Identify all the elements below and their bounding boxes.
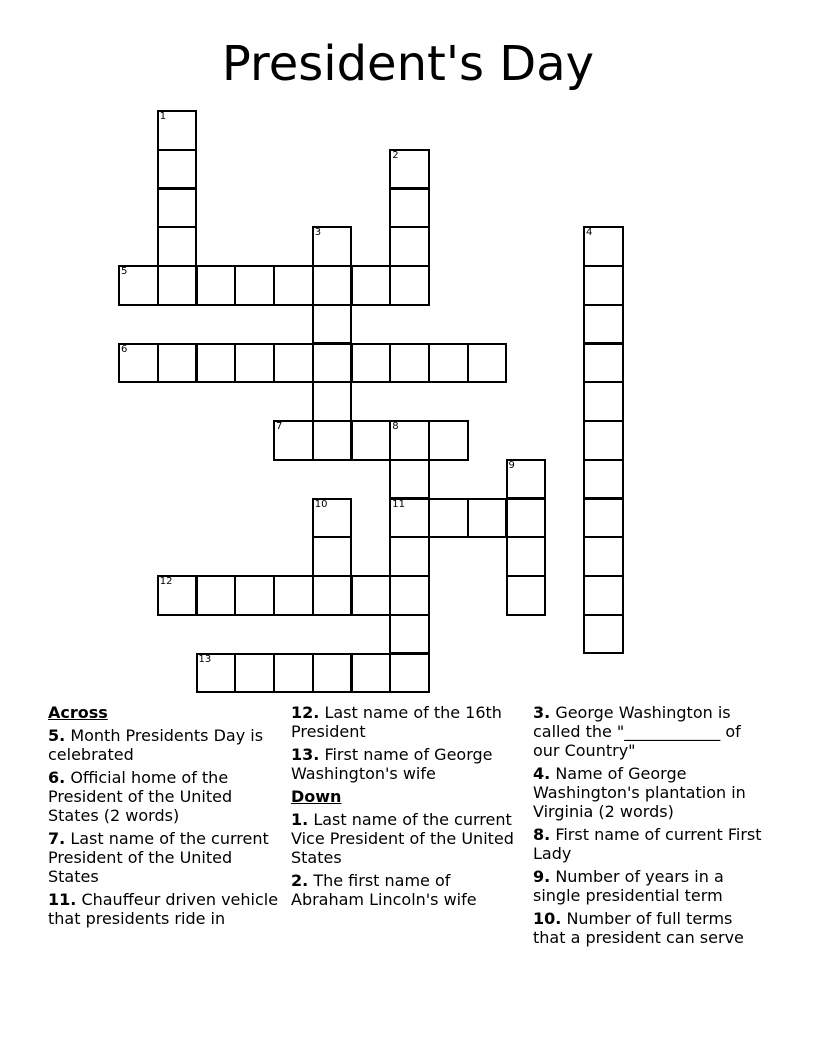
clue-item xyxy=(48,768,284,825)
grid-cell[interactable] xyxy=(506,459,547,500)
grid-cell[interactable] xyxy=(389,343,430,384)
clue-item-text: Name of George Washington's plantation in Virginia (2 words) xyxy=(533,764,746,821)
clue-item xyxy=(48,890,284,928)
clue-number: 5 xyxy=(121,266,128,277)
clue-item-number: 8. xyxy=(533,825,551,844)
grid-cell[interactable] xyxy=(351,653,392,694)
grid-cell[interactable] xyxy=(583,343,624,384)
grid-cell[interactable] xyxy=(312,420,353,461)
grid-cell[interactable] xyxy=(428,343,469,384)
clue-item-number: 1. xyxy=(291,810,309,829)
grid-cell[interactable] xyxy=(389,614,430,655)
grid-cell[interactable] xyxy=(312,653,353,694)
grid-cell[interactable] xyxy=(157,265,198,306)
clue-number: 9 xyxy=(508,459,515,471)
grid-cell[interactable] xyxy=(506,575,547,616)
grid-cell[interactable] xyxy=(428,420,469,461)
grid-cell[interactable] xyxy=(389,149,430,190)
clue-item xyxy=(291,703,527,741)
clue-item-number: 5. xyxy=(48,726,66,745)
grid-cell[interactable] xyxy=(157,110,198,151)
grid-cell[interactable] xyxy=(273,343,314,384)
clues-column-3 xyxy=(533,703,769,951)
grid-cell[interactable] xyxy=(118,265,159,306)
clue-item-number: 10. xyxy=(533,909,562,928)
clue-item xyxy=(291,745,527,783)
clue-item-text: The first name of Abraham Lincoln's wife xyxy=(291,871,477,909)
clue-item-text: First name of George Washington's wife xyxy=(291,745,493,783)
clue-item-text: Last name of the current President of the United States xyxy=(48,829,269,886)
grid-cell[interactable] xyxy=(389,536,430,577)
grid-cell[interactable] xyxy=(196,653,237,694)
clue-item-text: George Washington is called the "____________ of our Country" xyxy=(533,703,741,760)
grid-cell[interactable] xyxy=(583,498,624,539)
clues-column-2 xyxy=(291,703,527,913)
clue-number: 6 xyxy=(121,343,128,355)
grid-cell[interactable] xyxy=(389,459,430,500)
clue-item-text: Month Presidents Day is celebrated xyxy=(48,726,264,764)
clue-number: 13 xyxy=(198,653,212,665)
grid-cell[interactable] xyxy=(234,575,275,616)
grid-cell[interactable] xyxy=(196,343,237,384)
grid-cell[interactable] xyxy=(583,536,624,577)
grid-cell[interactable] xyxy=(467,498,508,539)
clue-number: 12 xyxy=(159,576,173,587)
grid-cell[interactable] xyxy=(506,536,547,577)
clue-number: 3 xyxy=(314,227,322,239)
clue-item-text: Official home of the President of the United States (2 words) xyxy=(48,768,233,825)
grid-cell[interactable] xyxy=(583,575,624,616)
grid-cell[interactable] xyxy=(234,653,275,694)
clue-item-number: 4. xyxy=(533,764,551,783)
clue-item-text: Number of full terms that a president can serve xyxy=(533,909,744,947)
grid-cell[interactable] xyxy=(389,420,430,461)
grid-cell[interactable] xyxy=(583,381,624,422)
clue-number: 11 xyxy=(392,498,405,510)
grid-cell[interactable] xyxy=(118,343,159,384)
grid-cell[interactable] xyxy=(157,575,198,616)
clue-item-number: 9. xyxy=(533,867,551,886)
clue-item-number: 13. xyxy=(291,745,320,764)
clue-item-text: First name of current First Lady xyxy=(533,825,762,863)
clue-heading-across: Across xyxy=(48,703,108,722)
clue-item-text: Last name of the 16th President xyxy=(291,703,502,741)
grid-cell[interactable] xyxy=(234,265,275,306)
grid-cell[interactable] xyxy=(389,498,430,539)
grid-cell[interactable] xyxy=(583,304,624,345)
clues-column-1 xyxy=(48,703,284,932)
grid-cell[interactable] xyxy=(196,265,237,306)
clue-item xyxy=(48,726,284,764)
grid-cell[interactable] xyxy=(351,420,392,461)
grid-cell[interactable] xyxy=(312,226,353,267)
grid-cell[interactable] xyxy=(157,188,198,229)
clue-item-number: 11. xyxy=(48,890,77,909)
grid-cell[interactable] xyxy=(312,304,353,345)
clue-item xyxy=(533,764,769,821)
clue-item-text: Chauffeur driven vehicle that presidents ride in xyxy=(48,890,279,928)
clue-item xyxy=(533,867,769,905)
grid-cell[interactable] xyxy=(583,614,624,655)
grid-cell[interactable] xyxy=(312,343,353,384)
grid-cell[interactable] xyxy=(351,575,392,616)
grid-cell[interactable] xyxy=(389,265,430,306)
grid-cell[interactable] xyxy=(157,343,198,384)
clue-item-number: 3. xyxy=(533,703,551,722)
grid-cell[interactable] xyxy=(273,575,314,616)
clue-number: 8 xyxy=(392,421,399,432)
clue-item xyxy=(533,703,769,760)
grid-cell[interactable] xyxy=(312,498,353,539)
grid-cell[interactable] xyxy=(234,343,275,384)
clue-number: 1 xyxy=(159,111,167,122)
clue-item xyxy=(291,871,527,909)
clue-item-number: 7. xyxy=(48,829,66,848)
grid-cell[interactable] xyxy=(157,149,198,190)
grid-cell[interactable] xyxy=(351,265,392,306)
clue-item xyxy=(533,909,769,947)
puzzle-title: President's Day xyxy=(221,36,595,92)
clue-item-number: 12. xyxy=(291,703,320,722)
grid-cell[interactable] xyxy=(157,226,198,267)
grid-cell[interactable] xyxy=(389,188,430,229)
clue-item xyxy=(533,825,769,863)
grid-cell[interactable] xyxy=(428,498,469,539)
clue-item-text: Number of years in a single presidential term xyxy=(533,867,724,905)
clue-number: 4 xyxy=(586,227,593,239)
grid-cell[interactable] xyxy=(389,653,430,694)
grid-cell[interactable] xyxy=(583,459,624,500)
grid-cell[interactable] xyxy=(312,575,353,616)
grid-cell[interactable] xyxy=(583,265,624,306)
grid-cell[interactable] xyxy=(467,343,508,384)
grid-cell[interactable] xyxy=(312,265,353,306)
grid-cell[interactable] xyxy=(583,420,624,461)
clue-item-number: 6. xyxy=(48,768,66,787)
clue-heading-down: Down xyxy=(291,787,342,806)
grid-cell[interactable] xyxy=(312,536,353,577)
clue-number: 7 xyxy=(276,421,283,432)
grid-cell[interactable] xyxy=(273,420,314,461)
grid-cell[interactable] xyxy=(506,498,547,539)
grid-cell[interactable] xyxy=(389,226,430,267)
clue-item-number: 2. xyxy=(291,871,309,890)
grid-cell[interactable] xyxy=(351,343,392,384)
clue-item xyxy=(291,810,527,867)
grid-cell[interactable] xyxy=(312,381,353,422)
grid-cell[interactable] xyxy=(196,575,237,616)
clue-item-text: Last name of the current Vice President of the United States xyxy=(291,810,514,867)
clue-number: 2 xyxy=(392,149,399,161)
grid-cell[interactable] xyxy=(273,653,314,694)
clue-item xyxy=(48,829,284,886)
grid-cell[interactable] xyxy=(583,226,624,267)
grid-cell[interactable] xyxy=(273,265,314,306)
grid-cell[interactable] xyxy=(389,575,430,616)
clue-number: 10 xyxy=(314,498,328,510)
